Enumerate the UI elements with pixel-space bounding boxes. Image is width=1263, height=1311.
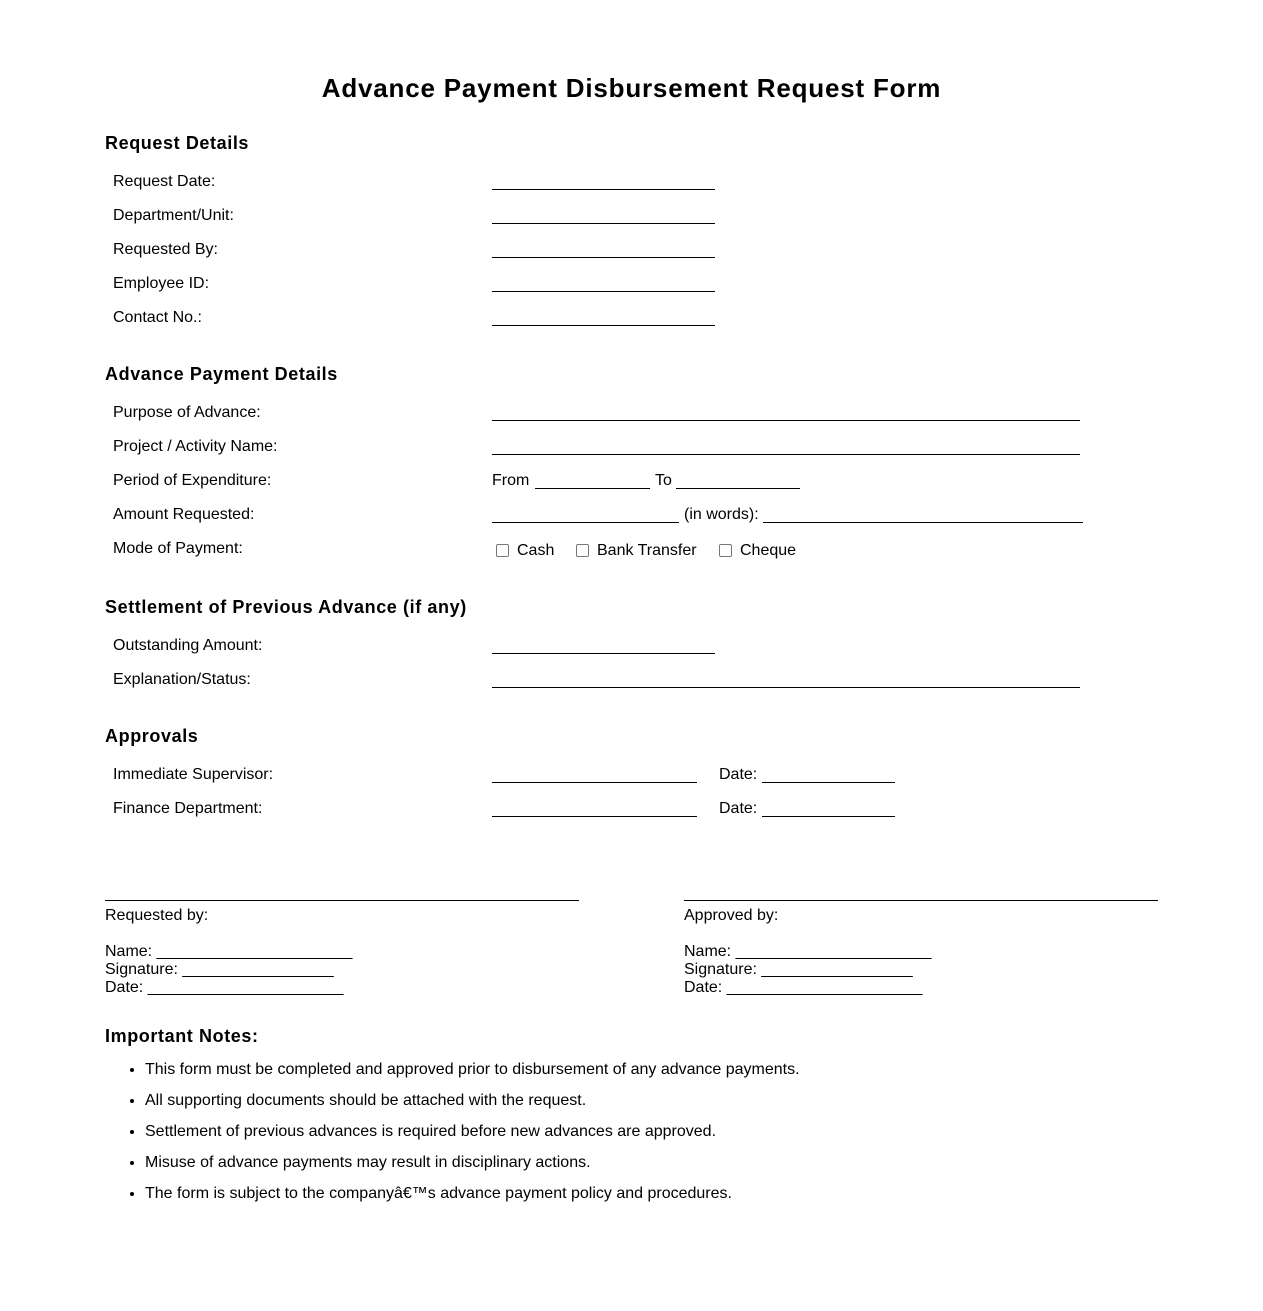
bank-transfer-label: Bank Transfer xyxy=(597,542,697,559)
field-label: Explanation/Status: xyxy=(113,671,251,688)
purpose-line[interactable] xyxy=(492,420,1080,421)
contact-no-line[interactable] xyxy=(492,325,715,326)
supervisor-date-label: Date: xyxy=(719,766,758,783)
requested-by-name[interactable]: Name: ______________________ xyxy=(105,943,353,960)
section-heading-approvals: Approvals xyxy=(105,726,199,746)
finance-date-line[interactable] xyxy=(762,816,895,817)
field-label: Department/Unit: xyxy=(113,207,234,224)
amount-line[interactable] xyxy=(492,522,679,523)
section-heading-advance-details: Advance Payment Details xyxy=(105,364,338,384)
approved-by-block xyxy=(684,907,931,997)
requested-by-signature-line[interactable] xyxy=(105,900,579,901)
field-label: Project / Activity Name: xyxy=(113,438,278,455)
section-heading-request-details: Request Details xyxy=(105,133,250,153)
approved-by-date[interactable]: Date: ______________________ xyxy=(684,979,923,996)
bank-transfer-checkbox[interactable] xyxy=(576,544,589,557)
cash-checkbox[interactable] xyxy=(496,544,509,557)
finance-date-label: Date: xyxy=(719,800,758,817)
period-to-line[interactable] xyxy=(676,488,800,489)
requested-by-signature[interactable]: Signature: _________________ xyxy=(105,961,334,978)
period-from-label: From xyxy=(492,472,530,489)
approved-by-signature[interactable]: Signature: _________________ xyxy=(684,961,913,978)
field-label: Finance Department: xyxy=(113,800,263,817)
note-item: • The form is subject to the companyâ€™s advance payment policy and procedures. xyxy=(145,1180,800,1211)
requested-by-date[interactable]: Date: ______________________ xyxy=(105,979,344,996)
cash-label: Cash xyxy=(517,542,555,559)
field-label: Purpose of Advance: xyxy=(113,404,261,421)
explanation-line[interactable] xyxy=(492,687,1080,688)
field-label: Mode of Payment: xyxy=(113,540,243,557)
outstanding-amount-line[interactable] xyxy=(492,653,715,654)
page-title: Advance Payment Disbursement Request Form xyxy=(321,73,942,103)
field-label: Request Date: xyxy=(113,173,216,190)
supervisor-date-line[interactable] xyxy=(762,782,895,783)
period-to-label: To xyxy=(655,472,672,489)
field-label: Immediate Supervisor: xyxy=(113,766,274,783)
field-label: Amount Requested: xyxy=(113,506,255,523)
cheque-checkbox[interactable] xyxy=(719,544,732,557)
note-item: • All supporting documents should be attached with the request. xyxy=(145,1087,800,1118)
period-from-line[interactable] xyxy=(535,488,650,489)
section-heading-settlement: Settlement of Previous Advance (if any) xyxy=(105,597,467,617)
approved-by-name[interactable]: Name: ______________________ xyxy=(684,943,932,960)
notes-list xyxy=(105,1056,800,1211)
request-date-line[interactable] xyxy=(492,189,715,190)
supervisor-line[interactable] xyxy=(492,782,697,783)
field-label: Requested By: xyxy=(113,241,218,258)
note-item: • Misuse of advance payments may result in disciplinary actions. xyxy=(145,1149,800,1180)
finance-line[interactable] xyxy=(492,816,697,817)
field-label: Period of Expenditure: xyxy=(113,472,272,489)
amount-in-words-label: (in words): xyxy=(684,506,759,523)
department-line[interactable] xyxy=(492,223,715,224)
note-item: • This form must be completed and approved prior to disbursement of any advance payments. xyxy=(145,1056,800,1087)
employee-id-line[interactable] xyxy=(492,291,715,292)
project-name-line[interactable] xyxy=(492,454,1080,455)
approved-by-signature-line[interactable] xyxy=(684,900,1158,901)
note-item: • Settlement of previous advances is required before new advances are approved. xyxy=(145,1118,800,1149)
cheque-label: Cheque xyxy=(740,542,797,559)
requested-by-block xyxy=(105,907,352,997)
amount-in-words-line[interactable] xyxy=(763,522,1083,523)
requested-by-heading: Requested by: xyxy=(105,907,209,924)
field-label: Outstanding Amount: xyxy=(113,637,263,654)
notes-heading: Important Notes: xyxy=(105,1026,259,1046)
field-label: Employee ID: xyxy=(113,275,210,292)
requested-by-line[interactable] xyxy=(492,257,715,258)
field-label: Contact No.: xyxy=(113,309,202,326)
approved-by-heading: Approved by: xyxy=(684,907,779,924)
